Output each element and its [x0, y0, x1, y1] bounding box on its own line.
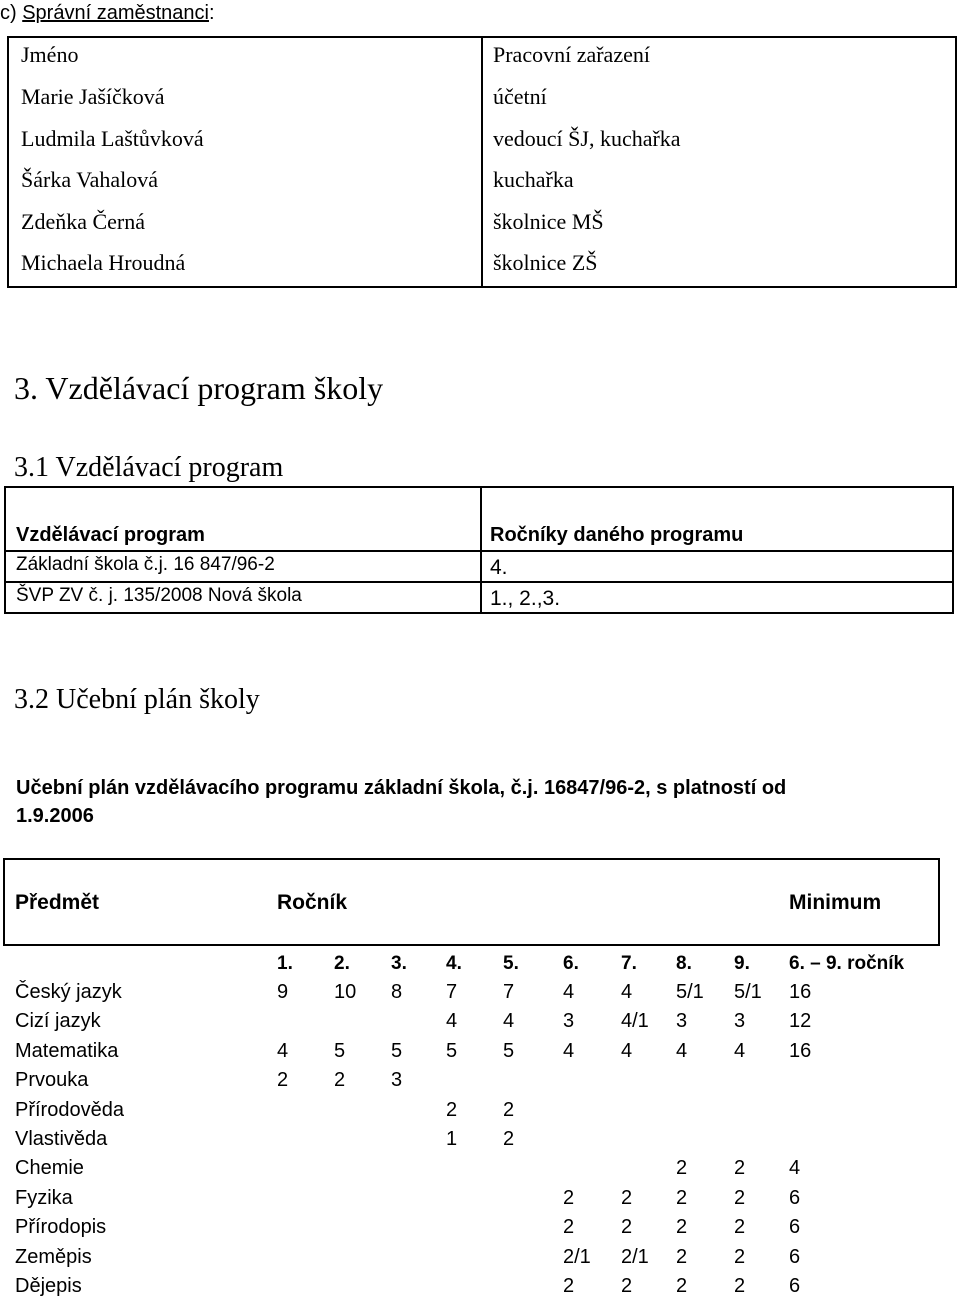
- plan-row-subject: Matematika: [15, 1039, 119, 1062]
- plan-row-value: 2: [621, 1216, 633, 1239]
- plan-row-value: 2: [446, 1098, 458, 1121]
- plan-row-value: 3: [563, 1010, 575, 1033]
- plan-row-value: 4: [734, 1039, 746, 1062]
- grade-header-cell: 4.: [446, 953, 462, 974]
- plan-row-value: 2: [334, 1069, 346, 1092]
- staff-row-name: Zdeňka Černá: [21, 208, 145, 234]
- grade-header-cell: 1.: [277, 953, 293, 974]
- plan-row-value: 2: [676, 1275, 688, 1297]
- plan-row-value: 2: [621, 1275, 633, 1297]
- plan-row-value: 4/1: [621, 1010, 649, 1033]
- heading-3-1: 3.1 Vzdělávací program: [14, 452, 284, 483]
- section-c-heading: [0, 2, 215, 25]
- plan-row-subject: Prvouka: [15, 1069, 89, 1092]
- plan-row-value: 6: [789, 1186, 801, 1209]
- plan-row-value: 8: [391, 981, 403, 1003]
- plan-row-value: 5/1: [734, 981, 762, 1003]
- plan-row-value: 4: [621, 1039, 633, 1062]
- plan-row-value: 7: [446, 981, 458, 1003]
- plan-row-subject: Přírodověda: [15, 1098, 124, 1121]
- plan-row-value: 7: [503, 981, 515, 1003]
- section-c-suffix: :: [208, 2, 215, 24]
- plan-row-value: 4: [676, 1039, 688, 1062]
- plan-row-value: 3: [734, 1010, 746, 1033]
- plan-row-value: 12: [789, 1010, 812, 1033]
- plan-row-value: 3: [676, 1010, 688, 1033]
- plan-table: [3, 858, 940, 1304]
- plan-row-value: 2: [676, 1245, 688, 1268]
- plan-row-value: 5: [391, 1039, 403, 1062]
- staff-row-name: Marie Jašíčková: [21, 84, 165, 109]
- plan-row-value: 2: [676, 1157, 688, 1180]
- plan-row-value: 2: [621, 1186, 633, 1209]
- plan-row-value: 3: [391, 1069, 403, 1092]
- staff-table: [7, 36, 957, 288]
- plan-row-value: 4: [563, 981, 575, 1003]
- plan-row-value: 2: [563, 1186, 575, 1209]
- plan-row-value: 2: [734, 1216, 746, 1239]
- plan-header-subject: Předmět: [15, 891, 100, 914]
- plan-row-value: 5: [446, 1039, 458, 1062]
- program-row-2-program: ŠVP ZV č. j. 135/2008 Nová škola: [16, 585, 302, 606]
- heading-3: 3. Vzdělávací program školy: [14, 370, 384, 406]
- grade-header-cell: 5.: [503, 953, 519, 974]
- plan-row-value: 16: [789, 1039, 812, 1062]
- plan-row-value: 2: [503, 1098, 515, 1121]
- plan-row-value: 5: [503, 1039, 515, 1062]
- plan-title-line1: Učební plán vzdělávacího programu základní škola, č.j. 16847/96-2, s platností od: [16, 777, 787, 799]
- plan-row-subject: Zeměpis: [15, 1245, 92, 1268]
- section-c-title: Správní zaměstnanci: [22, 2, 209, 24]
- plan-row-subject: Chemie: [15, 1157, 84, 1180]
- program-header-grades: Ročníky daného programu: [490, 524, 744, 546]
- plan-row-value: 4: [277, 1039, 289, 1062]
- plan-row-value: 2/1: [621, 1245, 649, 1268]
- plan-row-value: 5: [334, 1039, 346, 1062]
- program-row-1-program: Základní škola č.j. 16 847/96-2: [16, 554, 275, 575]
- grade-header-cell: 7.: [621, 953, 637, 974]
- plan-header-grade: Ročník: [277, 891, 348, 914]
- staff-row-name: Michaela Hroudná: [21, 250, 186, 275]
- plan-row-value: 10: [334, 981, 357, 1003]
- program-header-program: Vzdělávací program: [16, 524, 205, 546]
- grade-header-cell: 6.: [563, 953, 579, 974]
- plan-row-value: 5/1: [676, 981, 704, 1003]
- plan-row-value: 2: [734, 1245, 746, 1268]
- plan-row-value: 4: [789, 1157, 801, 1180]
- plan-header-minimum: Minimum: [789, 891, 882, 914]
- plan-row-value: 2: [734, 1275, 746, 1297]
- staff-row-role: školnice ZŠ: [493, 250, 598, 275]
- staff-header-name: Jméno: [21, 42, 79, 67]
- plan-row-subject: Cizí jazyk: [15, 1010, 101, 1033]
- plan-row-value: 2: [734, 1186, 746, 1209]
- plan-row-subject: Fyzika: [15, 1186, 73, 1209]
- plan-row-value: 2: [563, 1216, 575, 1239]
- section-c-prefix: c): [0, 2, 23, 24]
- program-row-1-grades: 4.: [490, 556, 508, 579]
- staff-row-name: Ludmila Laštůvková: [21, 125, 204, 151]
- plan-row-value: 2: [277, 1069, 289, 1092]
- staff-row-role: účetní: [493, 84, 547, 109]
- plan-row-value: 2/1: [563, 1245, 591, 1268]
- grade-header-cell: 3.: [391, 953, 407, 974]
- plan-title-line2: 1.9.2006: [16, 805, 94, 827]
- heading-3-2: 3.2 Učební plán školy: [14, 684, 260, 715]
- plan-row-value: 16: [789, 981, 812, 1003]
- plan-row-value: 4: [503, 1010, 515, 1033]
- program-table: [4, 486, 954, 614]
- staff-row-role: kuchařka: [493, 167, 574, 192]
- plan-row-value: 9: [277, 981, 289, 1003]
- staff-row-name: Šárka Vahalová: [21, 167, 159, 192]
- plan-row-subject: Vlastivěda: [15, 1128, 108, 1150]
- plan-row-subject: Dějepis: [15, 1275, 82, 1297]
- plan-row-subject: Český jazyk: [15, 981, 122, 1003]
- grade-header-cell: 2.: [334, 953, 350, 974]
- plan-row-value: 6: [789, 1275, 801, 1297]
- plan-row-value: 2: [676, 1186, 688, 1209]
- staff-row-role: školnice MŠ: [493, 208, 604, 234]
- plan-row-value: 4: [563, 1039, 575, 1062]
- plan-row-subject: Přírodopis: [15, 1216, 107, 1239]
- staff-row-role: vedoucí ŠJ, kuchařka: [493, 125, 681, 151]
- grade-header-cell: 6. – 9. ročník: [789, 953, 905, 974]
- plan-row-value: 2: [676, 1216, 688, 1239]
- plan-row-value: 1: [446, 1128, 458, 1150]
- staff-header-role: Pracovní zařazení: [493, 42, 650, 67]
- plan-row-value: 6: [789, 1216, 801, 1239]
- program-row-2-grades: 1., 2.,3.: [490, 587, 561, 610]
- plan-row-value: 2: [563, 1275, 575, 1297]
- grade-header-cell: 9.: [734, 953, 750, 974]
- plan-row-value: 2: [503, 1128, 515, 1150]
- plan-row-value: 2: [734, 1157, 746, 1180]
- plan-row-value: 4: [621, 981, 633, 1003]
- plan-row-value: 4: [446, 1010, 458, 1033]
- grade-header-cell: 8.: [676, 953, 692, 974]
- plan-row-value: 6: [789, 1245, 801, 1268]
